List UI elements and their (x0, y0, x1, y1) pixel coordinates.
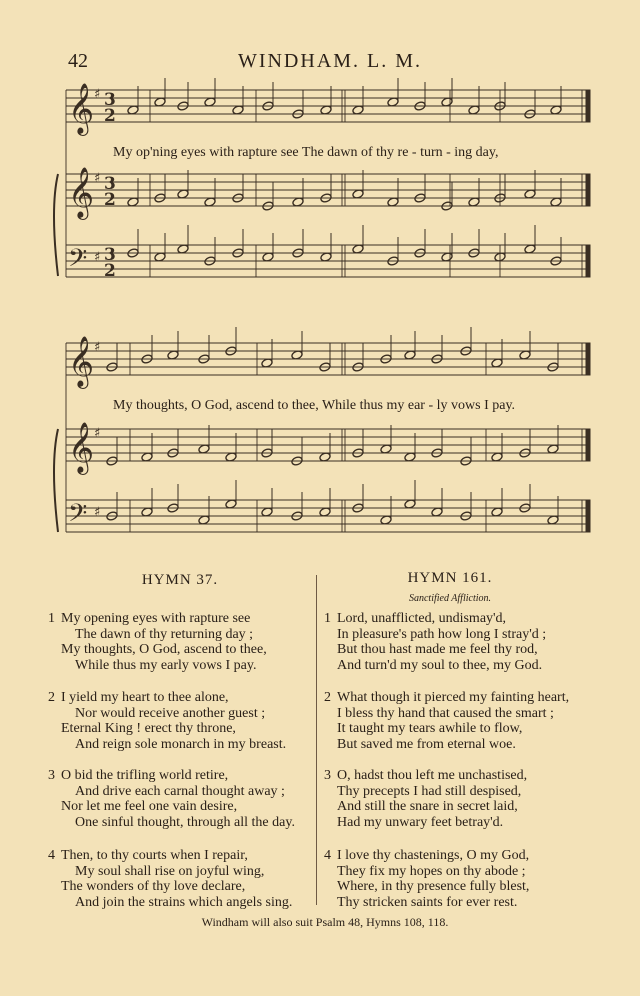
stanza-line: And still the snare in secret laid, (337, 799, 518, 814)
stanza-line: My thoughts, O God, ascend to thee, (61, 642, 267, 657)
final-bar (586, 174, 590, 206)
stanza-line: But thou hast made me feel thy rod, (337, 642, 538, 657)
stanza-line: While thus my early vows I pay. (75, 657, 257, 673)
stanza-number: 1 (324, 611, 331, 626)
hymn-161-subtitle: Sanctified Affliction. (408, 593, 492, 604)
stanza-line: My soul shall rise on joyful wing, (75, 863, 265, 879)
time-signature-bottom: 2 (104, 190, 116, 210)
stanza-number: 1 (48, 611, 55, 626)
stanza-number: 3 (48, 768, 55, 783)
system1-lyric: My op'ning eyes with rapture see The dawn of thy re - turn - ing day, (113, 145, 499, 160)
stanza-line: And turn'd my soul to thee, my God. (337, 657, 543, 673)
hymn-161-stanza-2 (324, 690, 570, 752)
stanza-line: Then, to thy courts when I repair, (61, 848, 248, 863)
time-signature-bottom: 2 (104, 106, 116, 126)
bass-clef-icon: 𝄢 (68, 244, 88, 279)
hymn-37-stanza-3 (48, 768, 295, 830)
stanza-line: And reign sole monarch in my breast. (75, 736, 287, 752)
hymn-37-stanza-1 (48, 611, 267, 673)
stanza-line: But saved me from eternal woe. (337, 736, 516, 752)
final-bar (586, 343, 590, 375)
stanza-line: And drive each carnal thought away ; (75, 783, 285, 799)
stanza-line: O bid the trifling world retire, (61, 768, 229, 783)
stanza-line: Thy precepts I had still despised, (337, 783, 522, 799)
stanza-line: Lord, unafflicted, undismay'd, (337, 611, 507, 626)
treble-clef-icon: 𝄞 (68, 167, 95, 218)
stanza-line: I yield my heart to thee alone, (61, 690, 229, 705)
stanza-line: The dawn of thy returning day ; (75, 626, 254, 642)
stanza-line: I bless thy hand that caused the smart ; (337, 705, 554, 721)
hymn-37-stanza-4 (48, 848, 293, 910)
stanza-number: 2 (324, 690, 331, 705)
column-divider (316, 575, 317, 905)
footer-note: Windham will also suit Psalm 48, Hymns 108, 118. (201, 915, 449, 929)
stanza-line: Nor would receive another guest ; (75, 705, 266, 721)
sharp-icon: ♯ (94, 340, 101, 355)
stanza-line: One sinful thought, through all the day. (75, 814, 295, 830)
final-bar (586, 429, 590, 461)
brace-icon (54, 174, 58, 276)
hymn-161-heading: HYMN 161. (407, 570, 493, 586)
stanza-number: 4 (324, 848, 331, 863)
hymn-37-heading: HYMN 37. (141, 572, 219, 588)
final-bar (586, 90, 590, 122)
hymn-161-stanza-1 (324, 611, 547, 673)
stanza-number: 2 (48, 690, 55, 705)
stanza-line: And join the strains which angels sing. (75, 894, 293, 910)
stanza-line: In pleasure's path how long I stray'd ; (337, 626, 547, 642)
stanza-line: What though it pierced my fainting heart, (337, 690, 570, 705)
hymn-161-stanza-3 (324, 768, 528, 830)
treble-clef-icon: 𝄞 (68, 422, 95, 473)
time-signature-top: 3 (104, 174, 116, 194)
stanza-line: They fix my hopes on thy abode ; (337, 863, 526, 879)
stanza-line: Eternal King ! erect thy throne, (61, 721, 236, 736)
stanza-line: My opening eyes with rapture see (61, 611, 251, 626)
final-bar (586, 245, 590, 277)
treble-clef-icon: 𝄞 (68, 83, 95, 134)
stanza-line: Nor let me feel one vain desire, (61, 799, 238, 814)
sharp-icon: ♯ (94, 171, 101, 186)
sharp-icon: ♯ (94, 426, 101, 441)
tune-title: WINDHAM. L. M. (237, 50, 423, 72)
bass-clef-icon: 𝄢 (68, 499, 88, 534)
sharp-icon: ♯ (94, 250, 101, 265)
treble-clef-icon: 𝄞 (68, 336, 95, 387)
stanza-line: Thy stricken saints for ever rest. (337, 894, 518, 910)
time-signature-bottom: 2 (104, 261, 116, 281)
stanza-number: 4 (48, 848, 55, 863)
hymn-161-stanza-4 (324, 848, 530, 910)
page-number: 42 (68, 50, 88, 72)
time-signature-top: 3 (104, 245, 116, 265)
stanza-line: Had my unwary feet betray'd. (337, 814, 504, 830)
final-bar (586, 500, 590, 532)
stanza-line: The wonders of thy love declare, (61, 879, 246, 894)
stanza-line: Where, in thy presence fully blest, (337, 879, 530, 894)
stanza-number: 3 (324, 768, 331, 783)
brace-icon (54, 429, 58, 532)
stanza-line: It taught my tears awhile to flow, (337, 721, 523, 736)
system2-lyric: My thoughts, O God, ascend to thee, While thus my ear - ly vows I pay. (113, 398, 516, 413)
sharp-icon: ♯ (94, 505, 101, 520)
time-signature-top: 3 (104, 90, 116, 110)
stanza-line: O, hadst thou left me unchastised, (337, 768, 528, 783)
sharp-icon: ♯ (94, 87, 101, 102)
stanza-line: I love thy chastenings, O my God, (337, 848, 530, 863)
hymn-37-stanza-2 (48, 690, 287, 752)
